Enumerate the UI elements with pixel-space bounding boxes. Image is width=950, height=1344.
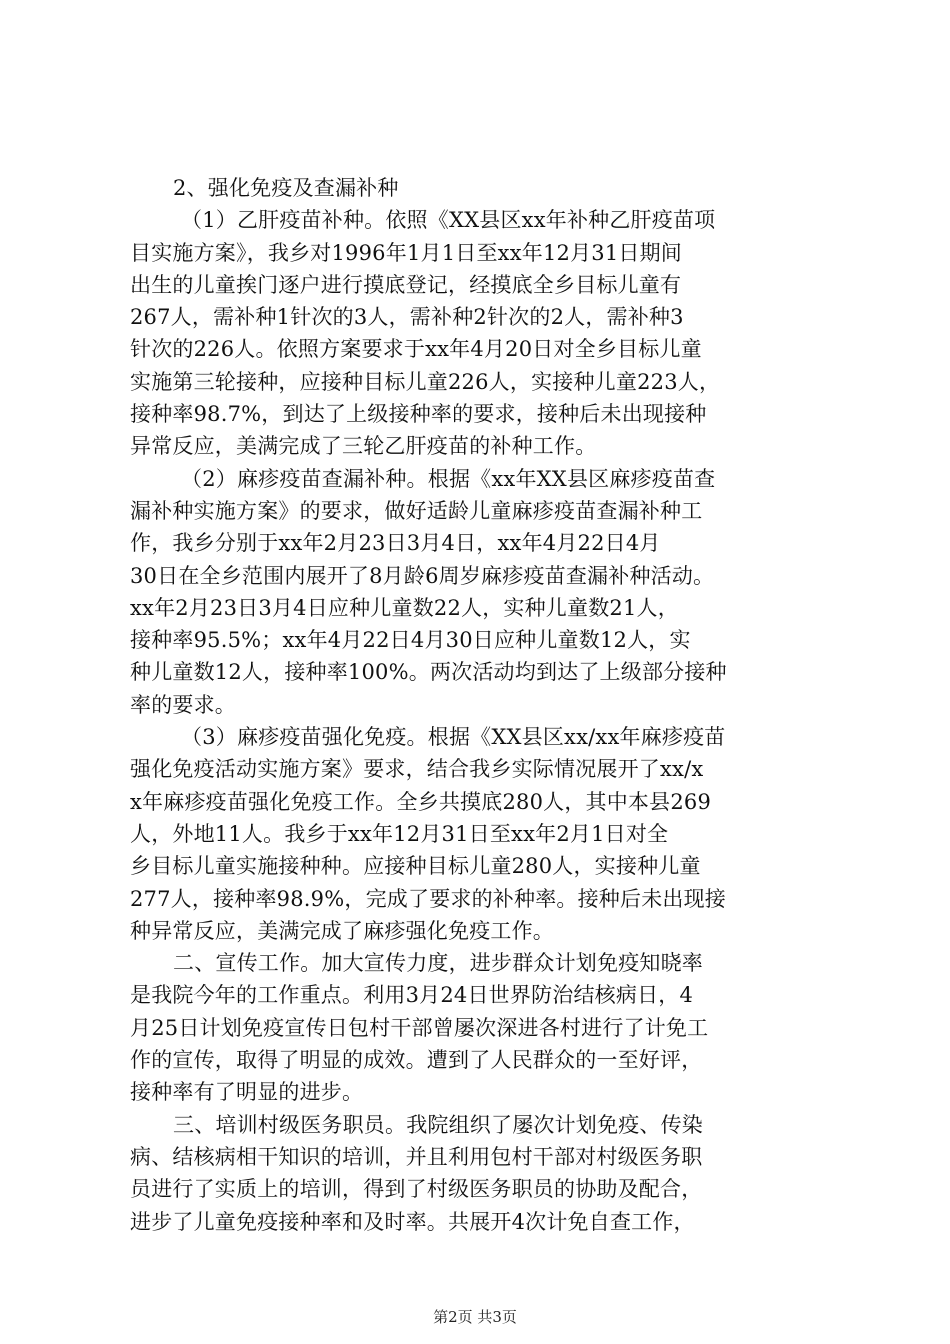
paragraph-line: 人，外地11人。我乡于xx年12月31日至xx年2月1日对全 [130,821,669,846]
paragraph-line: 三、培训村级医务职员。我院组织了屡次计划免疫、传染 [173,1112,703,1137]
paragraph-line: 种异常反应，美满完成了麻疹强化免疫工作。 [130,918,554,943]
paragraph-line: 30日在全乡范围内展开了8月龄6周岁麻疹疫苗查漏补种活动。 [130,563,715,588]
paragraph-line: 277人，接种率98.9%，完成了要求的补种率。接种后未出现接 [130,886,726,911]
paragraph-line: 病、结核病相干知识的培训，并且利用包村干部对村级医务职 [130,1144,703,1169]
page-number-label: 第2页 共3页 [433,1308,517,1326]
paragraph-line: 二、宣传工作。加大宣传力度，进步群众计划免疫知晓率 [173,951,703,976]
paragraph-line: 出生的儿童挨门逐户进行摸底登记，经摸底全乡目标儿童有 [130,272,682,297]
paragraph-line: 率的要求。 [130,692,236,717]
paragraph-line: （1）乙肝疫苗补种。依照《XX县区xx年补种乙肝疫苗项 [181,208,716,233]
paragraph-line: 月25日计划免疫宣传日包村干部曾屡次深进各村进行了计免工 [130,1015,709,1040]
paragraph-line: 强化免疫活动实施方案》要求，结合我乡实际情况展开了xx/x [130,757,704,782]
paragraph-line: 员进行了实质上的培训，得到了村级医务职员的协助及配合， [130,1177,703,1202]
paragraph-line: 异常反应，美满完成了三轮乙肝疫苗的补种工作。 [130,434,597,459]
paragraph-line: 作，我乡分别于xx年2月23日3月4日，xx年4月22日4月 [130,531,661,556]
paragraph-line: （2）麻疹疫苗查漏补种。根据《xx年XX县区麻疹疫苗查 [181,466,716,491]
paragraph-line: x年麻疹疫苗强化免疫工作。全乡共摸底280人，其中本县269 [130,789,712,814]
paragraph-line: 是我院今年的工作重点。利用3月24日世界防治结核病日，4 [130,983,694,1008]
paragraph-line: 目实施方案》，我乡对1996年1月1日至xx年12月31日期间 [130,240,682,265]
paragraph-line: 作的宣传，取得了明显的成效。遭到了人民群众的一至好评， [130,1048,703,1073]
paragraph-line: 接种率有了明显的进步。 [130,1080,364,1105]
paragraph-line: xx年2月23日3月4日应种儿童数22人，实种儿童数21人， [130,595,679,620]
paragraph-line: 接种率98.7%，到达了上级接种率的要求，接种后未出现接种 [130,402,707,427]
paragraph-line: 接种率95.5%；xx年4月22日4月30日应种儿童数12人，实 [130,628,691,653]
paragraph-line: 实施第三轮接种，应接种目标儿童226人，实接种儿童223人， [130,369,721,394]
paragraph-line: 种儿童数12人，接种率100%。两次活动均到达了上级部分接种 [130,660,727,685]
paragraph-line: 267人，需补种1针次的3人，需补种2针次的2人，需补种3 [130,305,684,330]
paragraph-line: 乡目标儿童实施接种种。应接种目标儿童280人，实接种儿童 [130,854,701,879]
paragraph-line: （3）麻疹疫苗强化免疫。根据《XX县区xx/xx年麻疹疫苗 [181,725,726,750]
document-body [130,172,830,1238]
paragraph-line: 进步了儿童免疫接种率和及时率。共展开4次计免自查工作， [130,1209,695,1234]
paragraph-line: 针次的226人。依照方案要求于xx年4月20日对全乡目标儿童 [130,337,702,362]
page-footer [0,1306,950,1327]
paragraph-line: 漏补种实施方案》的要求，做好适龄儿童麻疹疫苗查漏补种工 [130,498,703,523]
section-heading: 2、强化免疫及查漏补种 [173,176,399,200]
